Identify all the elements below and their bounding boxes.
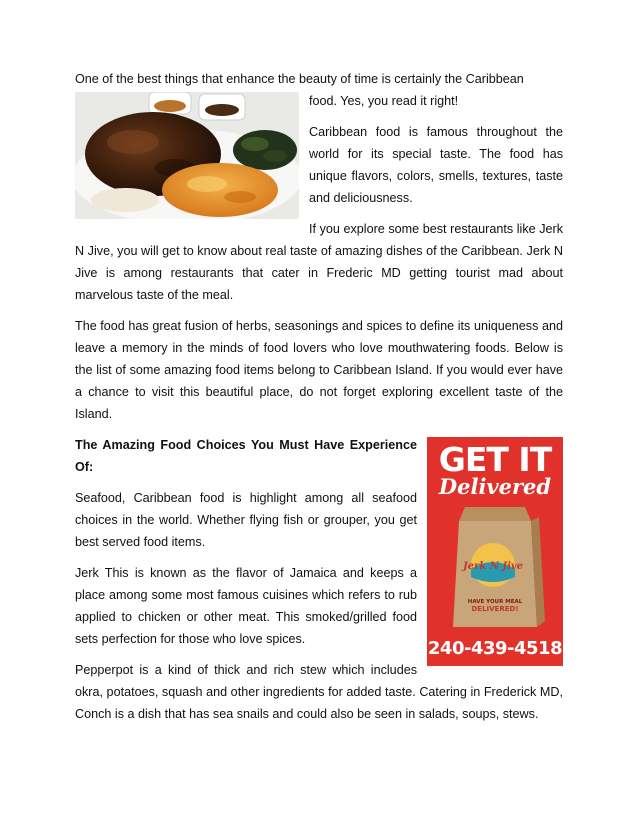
paragraph-restaurants: If you explore some best restaurants like Jerk N Jive, you will get to know about real taste of amazing dishes of the Caribbean. Jerk N Jive is among restaurants that cater in Frederic MD getting tourist mad about marvelous taste of the meal. xyxy=(75,222,563,302)
promo-logo-text: Jerk N Jive xyxy=(462,561,524,572)
caribbean-food-photo xyxy=(75,92,299,219)
delivery-promo-banner xyxy=(427,437,563,666)
intro-line-1: One of the best things that enhance the beauty of time is certainly the Caribbean xyxy=(75,72,524,86)
promo-subtitle: Delivered xyxy=(438,474,552,499)
paragraph-seafood: Seafood, Caribbean food is highlight among all seafood choices in the world. Whether flying fish or grouper, you get best served food items. xyxy=(75,491,417,549)
intro-line-2: food. Yes, you read it right! xyxy=(309,94,459,108)
promo-title: GET IT xyxy=(438,440,552,479)
takeout-bag-icon xyxy=(445,503,545,629)
bag-line-2: DELIVERED! xyxy=(471,605,519,613)
paragraph-pepperpot: Pepperpot is a kind of thick and rich stew which includes okra, potatoes, squash and other ingredients for added taste. Catering in Frederick MD, Conch is a dish that has sea snails and could also be seen in salads, soups, stews. xyxy=(75,663,563,721)
section-heading: The Amazing Food Choices You Must Have Experience Of: xyxy=(75,438,417,474)
paragraph-fusion: The food has great fusion of herbs, seasonings and spices to define its uniqueness and leave a memory in the minds of food lovers who love mouthwatering foods. Below is the list of some amazing food items belong to Caribbean Island. If you would ever have a chance to visit this beautiful place, do not forget exploring excellent taste of the Island. xyxy=(75,319,563,421)
promo-phone: 240-439-4518 xyxy=(427,638,563,659)
paragraph-famous: Caribbean food is famous throughout the world for its special taste. The food has unique flavors, colors, smells, textures, taste and deliciousness. xyxy=(309,125,563,205)
bag-line-1: HAVE YOUR MEAL xyxy=(467,599,523,605)
document-page xyxy=(75,68,563,734)
paragraph-jerk: Jerk This is known as the flavor of Jamaica and keeps a place among some most famous cuisines which refers to rub applied to chicken or other meat. This smoked/grilled food sets perfection for those who love spices. xyxy=(75,566,417,646)
